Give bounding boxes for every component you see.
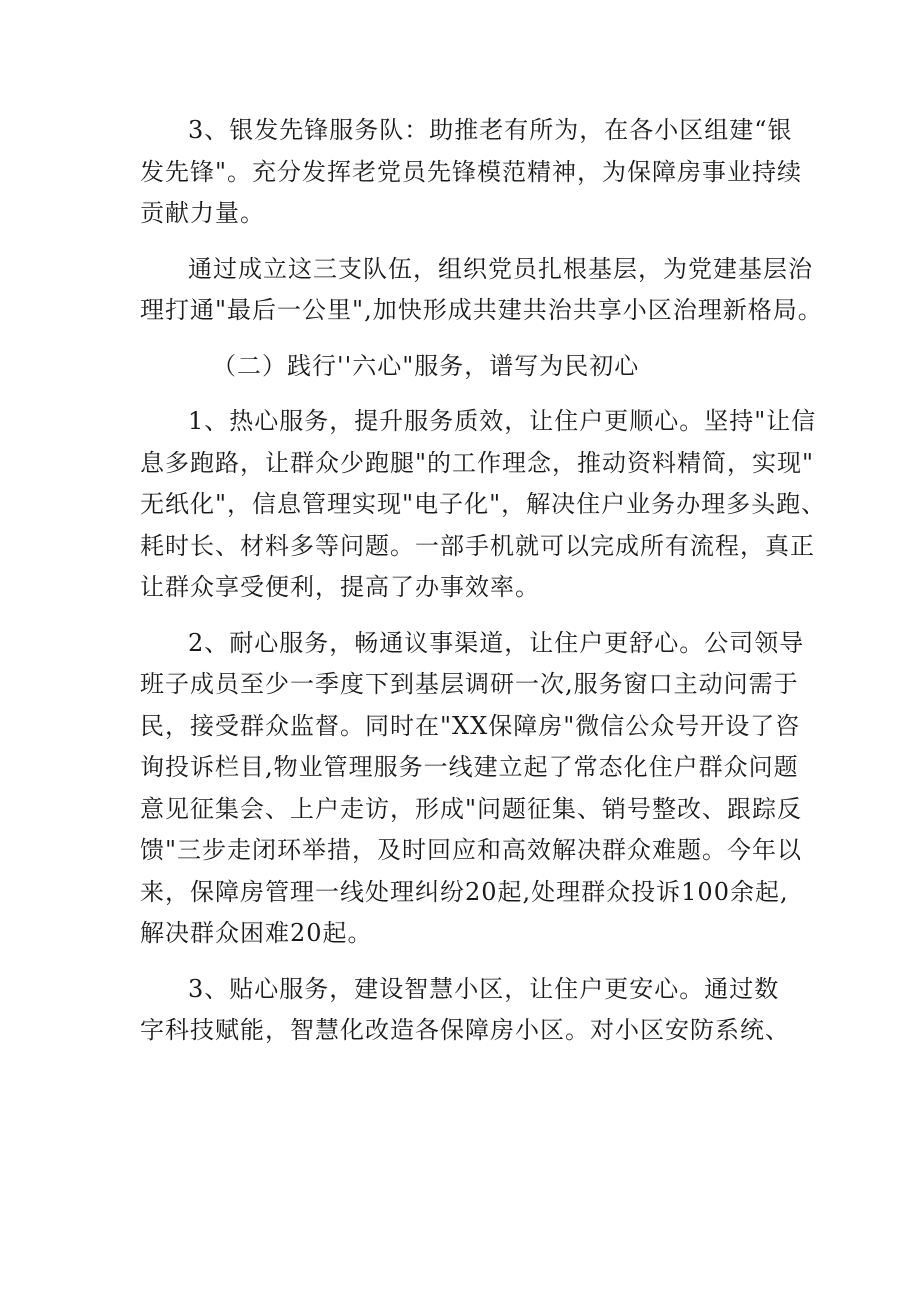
text-line: 字科技赋能，智慧化改造各保障房小区。对小区安防系统、	[140, 1016, 790, 1044]
paragraph-caring-service	[140, 969, 800, 1052]
text-line: 班子成员至少一季度下到基层调研一次,服务窗口主动问需于	[140, 670, 799, 698]
text-line: 意见征集会、上户走访，形成"问题征集、销号整改、跟踪反	[140, 794, 803, 823]
text-line: 3、贴心服务，建设智慧小区，让住户更安心。通过数	[188, 974, 780, 1003]
text-line: 息多跑路，让群众少跑腿"的工作理念，推动资料精简，实现"	[140, 448, 815, 477]
text-line: 让群众享受便利，提高了办事效率。	[140, 573, 540, 601]
paragraph-patient-service	[140, 623, 805, 955]
text-line: 理打通"最后一公里",加快形成共建共治共享小区治理新格局。	[140, 296, 823, 324]
heading-text: （二）践行''六心"服务，谱写为民初心	[212, 351, 640, 380]
text-line: 无纸化"，信息管理实现"电子化"，解决住户业务办理多头跑、	[140, 490, 827, 518]
text-line: 贡献力量。	[140, 199, 265, 227]
document-body	[140, 110, 827, 1066]
text-line: 来，保障房管理一线处理纠纷20起,处理群众投诉100余起,	[140, 877, 789, 906]
text-line: 馈"三步走闭环举措，及时回应和高效解决群众难题。今年以	[140, 836, 803, 864]
paragraph-three-teams-summary	[140, 249, 823, 332]
text-line: 2、耐心服务，畅通议事渠道，让住户更舒心。公司领导	[188, 628, 805, 657]
text-line: 询投诉栏目,物业管理服务一线建立起了常态化住户群众问题	[140, 753, 799, 781]
text-line: 发先锋"。充分发挥老党员先锋模范精神，为保障房事业持续	[140, 157, 803, 186]
section-heading-six-hearts	[140, 346, 800, 388]
text-line: 通过成立这三支队伍，组织党员扎根基层，为党建基层治	[188, 254, 813, 283]
text-line: 1、热心服务，提升服务质效，让住户更顺心。坚持"让信	[188, 407, 817, 435]
paragraph-warm-service	[140, 401, 827, 609]
text-line: 3、银发先锋服务队：助推老有所为，在各小区组建“银	[188, 116, 793, 144]
paragraph-silver-pioneer	[140, 110, 803, 235]
text-line: 民，接受群众监督。同时在"XX保障房"微信公众号开设了咨	[140, 711, 801, 740]
text-line: 解决群众困难20起。	[140, 919, 373, 947]
text-line: 耗时长、材料多等问题。一部手机就可以完成所有流程，真正	[140, 531, 815, 560]
